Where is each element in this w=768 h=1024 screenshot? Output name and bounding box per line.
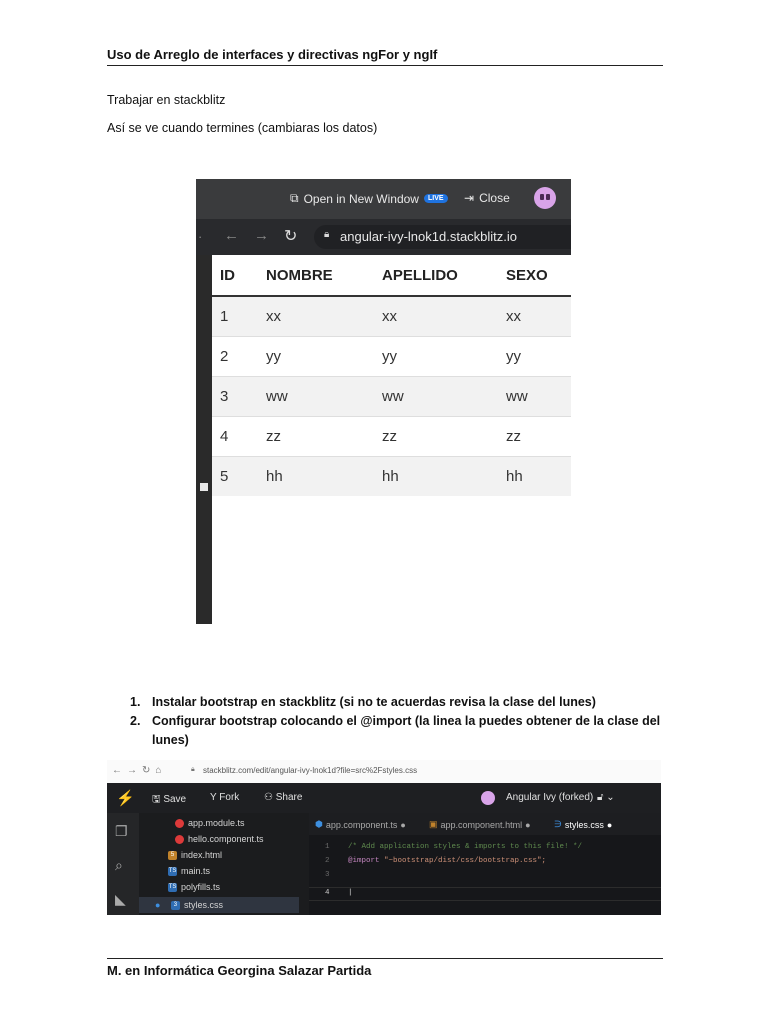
reload-icon[interactable]: ↻: [284, 228, 298, 245]
tab-app-component-ts[interactable]: [315, 819, 406, 830]
exit-icon: ⇥: [464, 191, 475, 205]
text-cursor: |: [348, 889, 353, 897]
new-window-icon: ⧉: [290, 191, 299, 205]
cell-sexo: yy: [506, 337, 571, 377]
cell-id: 5: [212, 457, 266, 497]
file-name: styles.css: [183, 900, 223, 910]
cell-nombre: hh: [266, 457, 382, 497]
close-button[interactable]: [464, 191, 510, 205]
left-panel-strip: [196, 255, 212, 624]
page-footer: M. en Informática Georgina Salazar Partida: [107, 958, 663, 978]
people-table: [212, 255, 571, 496]
address-text[interactable]: stackblitz.com/edit/angular-ivy-lnok1d?file=src%2Fstyles.css: [203, 766, 418, 775]
line-number: 1: [325, 843, 330, 851]
tab-app-component-html[interactable]: [429, 819, 531, 830]
header-sexo: SEXO: [506, 255, 571, 296]
browser-nav-bar: [196, 219, 571, 255]
editor-toolbar: [107, 783, 661, 813]
share-icon: ⚇: [264, 792, 273, 803]
file-item[interactable]: [168, 850, 222, 860]
cell-nombre: xx: [266, 296, 382, 337]
table-row: [212, 417, 571, 457]
forward-icon[interactable]: →: [254, 227, 269, 244]
fork-label: Fork: [219, 792, 240, 803]
file-item[interactable]: [168, 866, 210, 876]
close-label: Close: [479, 191, 510, 205]
list-item: [130, 693, 670, 712]
table-row: [212, 337, 571, 377]
preview-top-bar: [196, 179, 571, 219]
file-tree: [139, 813, 299, 915]
tab-styles-css[interactable]: [554, 819, 612, 830]
files-icon[interactable]: ❐: [115, 823, 128, 839]
lock-icon: 🔒︎: [324, 229, 330, 240]
more-icon: ·: [198, 229, 203, 244]
typescript-icon: TS: [168, 867, 177, 874]
avatar[interactable]: [481, 791, 495, 805]
file-name: main.ts: [181, 866, 211, 876]
cell-apellido: yy: [382, 337, 506, 377]
angular-icon: ⬢: [315, 819, 323, 829]
cell-sexo: zz: [506, 417, 571, 457]
import-string: "~bootstrap/dist/css/bootstrap.css";: [384, 857, 547, 865]
save-label: Save: [163, 794, 187, 805]
fork-button[interactable]: [210, 792, 239, 803]
extensions-icon[interactable]: ◣: [115, 891, 126, 907]
file-item[interactable]: [175, 834, 264, 844]
modified-dot-icon: ●: [525, 819, 531, 830]
file-name: app.module.ts: [188, 818, 245, 828]
editor-screenshot: [107, 760, 661, 915]
cell-sexo: ww: [506, 377, 571, 417]
line-number: 2: [325, 857, 330, 865]
cell-nombre: ww: [266, 377, 382, 417]
html-icon: ▣: [429, 819, 438, 829]
save-button[interactable]: [152, 792, 186, 809]
save-icon: 🖫: [152, 794, 161, 805]
cell-apellido: xx: [382, 296, 506, 337]
table-header-row: [212, 255, 571, 296]
code-editor: [309, 813, 661, 915]
cell-apellido: hh: [382, 457, 506, 497]
file-item[interactable]: [168, 882, 220, 892]
cell-id: 1: [212, 296, 266, 337]
code-comment: /* Add application styles & imports to this file! */: [348, 843, 583, 851]
header-nombre: NOMBRE: [266, 255, 382, 296]
import-keyword: @import: [348, 857, 380, 865]
file-name: index.html: [181, 850, 223, 860]
file-item-active[interactable]: [155, 900, 223, 910]
browser-nav-icons[interactable]: ←→↻⌂: [112, 765, 167, 776]
code-import: [348, 857, 546, 865]
table-row: [212, 296, 571, 337]
css-icon: ∋: [554, 819, 562, 829]
address-text: angular-ivy-lnok1d.stackblitz.io: [340, 229, 518, 244]
avatar[interactable]: [534, 187, 556, 209]
file-name: polyfills.ts: [181, 882, 221, 892]
table-row: [212, 377, 571, 417]
cell-id: 4: [212, 417, 266, 457]
panel-divider: [299, 813, 309, 915]
modified-dot-icon: ●: [155, 900, 161, 910]
result-paragraph: Así se ve cuando termines (cambiaras los datos): [107, 121, 378, 135]
list-number: 2.: [130, 714, 141, 728]
editor-tabs: [309, 813, 661, 835]
list-text: Configurar bootstrap colocando el @import (la linea la puedes obtener de la clase del lunes): [152, 714, 661, 747]
list-number: 1.: [130, 695, 141, 709]
open-window-label: Open in New Window: [303, 191, 419, 206]
tab-label: styles.css: [564, 819, 604, 830]
tab-label: app.component.html: [440, 819, 523, 830]
fork-icon: Y: [210, 792, 217, 803]
css-icon: 3: [171, 901, 180, 910]
file-item[interactable]: [175, 818, 245, 828]
steps-list: [130, 693, 670, 750]
share-label: Share: [275, 792, 303, 803]
line-number: 4: [325, 889, 330, 897]
stackblitz-logo-icon: ⚡: [116, 790, 135, 807]
page-header: Uso de Arreglo de interfaces y directivas ngFor y ngIf: [107, 47, 663, 66]
scroll-handle[interactable]: [200, 483, 208, 491]
cell-apellido: zz: [382, 417, 506, 457]
cell-nombre: yy: [266, 337, 382, 377]
angular-icon: [175, 835, 184, 844]
activity-bar: [107, 813, 139, 915]
file-name: hello.component.ts: [188, 834, 264, 844]
cell-nombre: zz: [266, 417, 382, 457]
cell-id: 3: [212, 377, 266, 417]
modified-dot-icon: ●: [400, 819, 406, 830]
current-line-highlight: [309, 887, 661, 901]
list-text: Instalar bootstrap en stackblitz (si no te acuerdas revisa la clase del lunes): [152, 695, 596, 709]
line-number: 3: [325, 871, 330, 879]
live-badge: LIVE: [424, 194, 448, 203]
lock-icon: 🔒︎: [191, 766, 195, 773]
project-name[interactable]: Angular Ivy (forked): [506, 792, 594, 803]
modified-dot-icon: ●: [606, 819, 613, 830]
html-icon: 5: [168, 851, 177, 860]
instruction-paragraph: Trabajar en stackblitz: [107, 93, 226, 107]
tab-label: app.component.ts: [325, 819, 398, 830]
open-new-window-button[interactable]: [290, 191, 448, 206]
cell-sexo: hh: [506, 457, 571, 497]
angular-icon: [175, 819, 184, 828]
lock-dropdown-icon[interactable]: 🔓︎ ⌄: [597, 792, 615, 803]
preview-screenshot: [196, 179, 571, 624]
share-button[interactable]: [264, 792, 302, 803]
cell-apellido: ww: [382, 377, 506, 417]
list-item: [130, 712, 670, 750]
table-row: [212, 457, 571, 497]
back-icon[interactable]: ←: [224, 227, 239, 244]
cell-sexo: xx: [506, 296, 571, 337]
cell-id: 2: [212, 337, 266, 377]
browser-bar: [107, 760, 661, 784]
header-apellido: APELLIDO: [382, 255, 506, 296]
typescript-icon: TS: [168, 883, 177, 890]
search-icon[interactable]: ⌕: [115, 857, 123, 873]
header-id: ID: [212, 255, 266, 296]
